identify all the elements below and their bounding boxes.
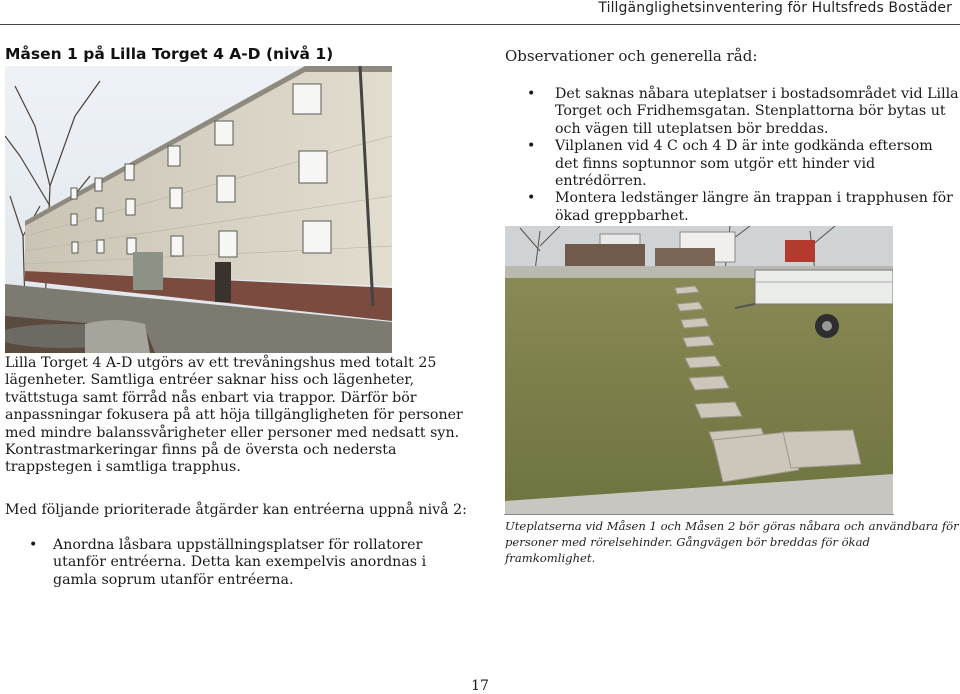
running-header: Tillgänglighetsinventering för Hultsfreds Bostäder: [598, 0, 952, 16]
header-divider: [0, 24, 960, 25]
observation-item: • Vilplanen vid 4 C och 4 D är inte godkända eftersom det finns soptunnor som utgör ett hinder vid entrédörren.: [505, 138, 960, 190]
garden-path-photo: [505, 226, 893, 514]
photo-caption: Uteplatserna vid Måsen 1 och Måsen 2 bör göras nåbara och användbara för personer med rörelsehinder. Gångvägen bör breddas för ökad framkomlighet.: [505, 519, 959, 565]
actions-list: [5, 537, 465, 589]
observation-item: • Montera ledstänger längre än trappan i trapphusen för ökad greppbarhet.: [505, 190, 960, 225]
section-title: Måsen 1 på Lilla Torget 4 A-D (nivå 1): [5, 45, 334, 63]
page-number: 17: [471, 678, 489, 694]
actions-lead: Med följande prioriterade åtgärder kan entréerna uppnå nivå 2:: [5, 502, 467, 518]
building-photo: [5, 66, 392, 353]
observations-list: [505, 86, 960, 225]
observations-heading: Observationer och generella råd:: [505, 47, 758, 65]
action-item: • Anordna låsbara uppställningsplatser för rollatorer utanför entréerna. Detta kan exempelvis anordnas i gamla soprum utanför entréerna.: [5, 537, 465, 589]
observation-item: • Det saknas nåbara uteplatser i bostadsområdet vid Lilla Torget och Fridhemsgatan. Stenplattorna bör bytas ut och vägen till uteplatsen bör breddas.: [505, 86, 960, 138]
caption-divider: [504, 514, 894, 515]
property-description: Lilla Torget 4 A-D utgörs av ett trevåningshus med totalt 25 lägenheter. Samtliga entréer saknar hiss och lägenheter, tvättstuga samt förråd nås enbart via trappor. Därför bör anpassningar fokusera på att höja tillgängligheten för personer med mindre balanssvårigheter eller personer med nedsatt syn. Kontrastmarkeringar finns på de översta och nedersta trappstegen i samtliga trapphus.: [5, 355, 463, 476]
